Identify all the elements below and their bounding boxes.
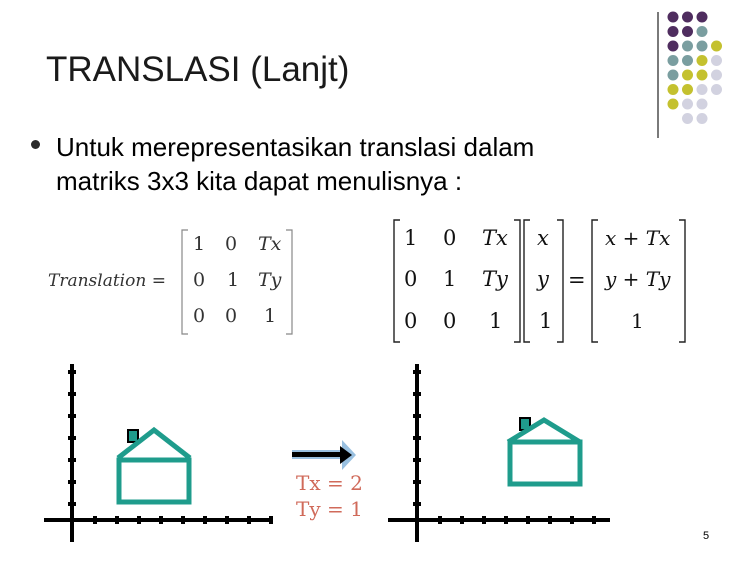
vector-y: y xyxy=(537,267,549,291)
slide-number: 5 xyxy=(703,530,710,542)
slide-title: TRANSLASI (Lanjt) xyxy=(46,50,350,89)
left-matrix-bracket-open xyxy=(182,230,188,334)
right-house-body xyxy=(510,442,580,484)
right-m02: Tx xyxy=(482,226,508,250)
translation-label: Translation = xyxy=(48,271,166,291)
left-matrix-bracket-close xyxy=(286,230,292,334)
bullet-text-line-1: Untuk merepresentasikan translasi dalam xyxy=(56,132,535,162)
tx-value: Tx = 2 xyxy=(296,471,363,495)
vector-x: x xyxy=(537,226,549,250)
left-coordinate-axes xyxy=(44,364,272,542)
translated-house xyxy=(508,418,580,484)
vector-bracket-close xyxy=(557,220,563,342)
right-m11: 1 xyxy=(443,267,457,291)
translation-arrow xyxy=(292,440,356,470)
right-m21: 0 xyxy=(443,309,457,333)
result-row-2: y + Ty xyxy=(605,267,671,291)
left-m10: 0 xyxy=(193,269,206,291)
translation-formula-left xyxy=(48,230,292,334)
result-bracket-open xyxy=(592,220,598,342)
right-matrix-bracket-close xyxy=(514,220,520,342)
right-m20: 0 xyxy=(404,309,418,333)
ty-value: Ty = 1 xyxy=(296,497,363,521)
result-bracket-close xyxy=(679,220,685,342)
left-m20: 0 xyxy=(193,305,206,327)
right-m22: 1 xyxy=(489,309,503,333)
left-chimney xyxy=(128,430,138,442)
left-m02: Tx xyxy=(258,233,282,255)
right-m10: 0 xyxy=(404,267,418,291)
right-coordinate-axes xyxy=(388,364,610,542)
result-row-1: x + Tx xyxy=(605,226,671,250)
right-m01: 0 xyxy=(443,226,457,250)
right-m00: 1 xyxy=(404,226,418,250)
right-axis-ticks xyxy=(413,372,594,524)
left-m01: 0 xyxy=(225,233,238,255)
left-m22: 1 xyxy=(264,305,277,327)
left-house-body xyxy=(119,460,189,502)
original-house xyxy=(118,430,190,502)
right-matrix-bracket-open xyxy=(394,220,400,342)
result-row-3: 1 xyxy=(631,309,644,333)
vector-1: 1 xyxy=(539,309,553,333)
right-m12: Ty xyxy=(482,267,508,291)
vector-bracket-open xyxy=(524,220,530,342)
left-m00: 1 xyxy=(193,233,206,255)
translation-formula-right xyxy=(394,220,685,342)
left-m12: Ty xyxy=(258,269,282,291)
left-m11: 1 xyxy=(227,269,240,291)
translation-values xyxy=(296,471,363,521)
bullet-text-line-2: matriks 3x3 kita dapat menulisnya : xyxy=(56,166,463,196)
equals-sign: = xyxy=(568,268,586,292)
left-m21: 0 xyxy=(225,305,238,327)
right-house-roof xyxy=(508,420,580,442)
